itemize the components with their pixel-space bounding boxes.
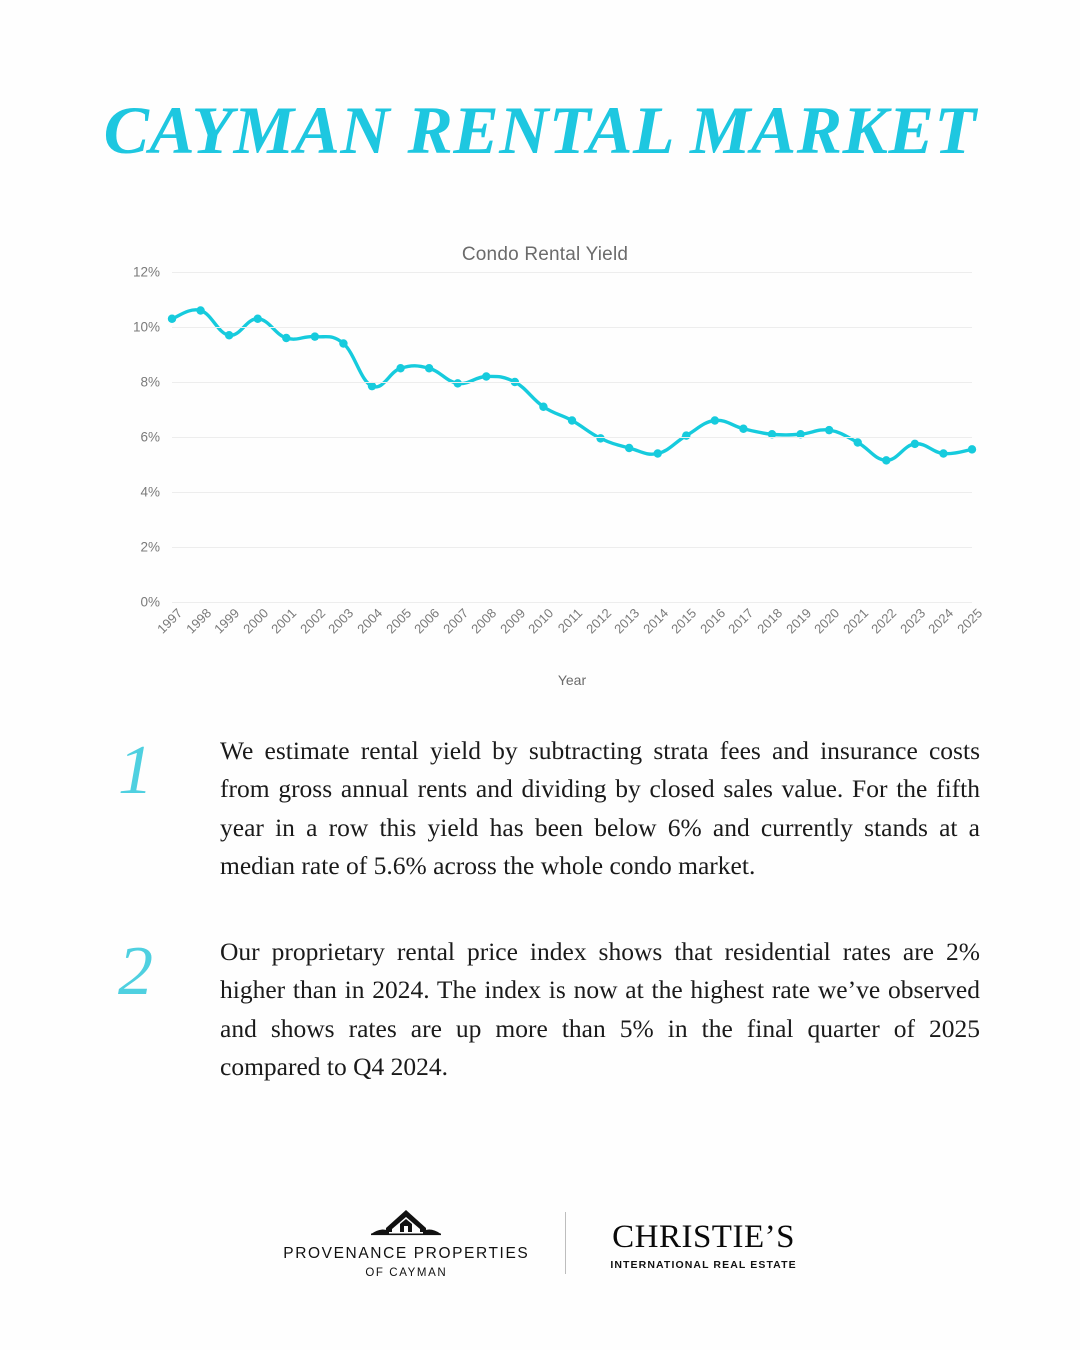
x-axis-tick: 2022	[868, 605, 900, 637]
x-axis-tick: 2021	[839, 605, 871, 637]
christies-subtitle: INTERNATIONAL REAL ESTATE	[610, 1259, 797, 1272]
x-axis-tick: 2002	[296, 605, 329, 637]
x-axis-tick: 2000	[239, 605, 271, 637]
data-point-marker	[339, 339, 347, 347]
y-axis-tick: 4%	[140, 484, 160, 500]
x-axis-tick: 2003	[325, 605, 357, 637]
gridline	[172, 272, 972, 273]
x-axis-tick-labels	[154, 604, 986, 664]
x-axis-tick: 2012	[582, 605, 614, 637]
data-point-marker	[854, 438, 862, 446]
chart-plot-wrapper	[110, 264, 986, 688]
x-axis-tick: 2025	[954, 605, 986, 637]
x-axis-label: Year	[557, 672, 587, 688]
christies-name: CHRISTIE’S	[612, 1219, 795, 1256]
x-axis-tick: 1998	[182, 605, 214, 637]
x-axis-tick: 2009	[496, 605, 529, 637]
data-point-marker	[368, 382, 376, 390]
point-number: 1	[118, 732, 153, 809]
condo-rental-yield-chart	[110, 240, 986, 688]
x-axis-tick: 2016	[696, 605, 729, 637]
data-point-marker	[168, 315, 176, 323]
x-axis-tick: 2010	[525, 605, 557, 637]
y-axis-tick: 6%	[140, 429, 160, 445]
gridline	[172, 437, 972, 438]
key-points-list	[112, 728, 980, 1130]
data-point-marker	[825, 426, 833, 434]
data-point-marker	[654, 449, 662, 457]
data-point-marker	[682, 431, 690, 439]
gridline	[172, 547, 972, 548]
x-axis-tick: 2011	[554, 605, 586, 636]
data-point-marker	[482, 372, 490, 380]
data-point-marker	[596, 434, 604, 442]
x-axis-tick: 1999	[211, 605, 243, 637]
y-axis-tick: 12%	[132, 264, 160, 280]
data-point-marker	[882, 456, 890, 464]
x-axis-tick: 1997	[154, 605, 186, 637]
data-point-marker	[225, 331, 233, 339]
x-axis-tick: 2008	[468, 605, 500, 637]
list-item	[112, 728, 980, 885]
y-axis-tick: 0%	[140, 594, 160, 610]
data-point-marker	[939, 449, 947, 457]
data-point-marker	[568, 416, 576, 424]
plot-area	[172, 272, 972, 602]
data-point-marker	[396, 364, 404, 372]
point-text: Our proprietary rental price index shows that residential rates are 2% higher than in 2024. The index is now at the highest rate we’ve observed and shows rates are up more than 5% in the final quarter of 2025 compared to Q4 2024.	[220, 937, 980, 1081]
data-point-marker	[739, 425, 747, 433]
x-axis-tick: 2024	[925, 605, 957, 637]
data-point-marker	[454, 379, 462, 387]
data-point-marker	[539, 403, 547, 411]
chart-title: Condo Rental Yield	[461, 244, 629, 265]
page-title: CAYMAN RENTAL MARKET	[103, 92, 977, 168]
gridline	[172, 382, 972, 383]
x-axis-tick: 2005	[382, 605, 414, 637]
x-axis-tick: 2023	[896, 605, 929, 637]
gridline	[172, 327, 972, 328]
data-point-marker	[711, 416, 719, 424]
x-axis-tick: 2006	[411, 605, 443, 637]
point-text: We estimate rental yield by subtracting strata fees and insurance costs from gross annual rents and dividing by closed sales value. For the fifth year in a row this yield has been below 6% and currently stands at a median rate of 5.6% across the whole condo market.	[220, 736, 980, 880]
y-axis-tick: 2%	[140, 539, 160, 555]
x-axis-tick: 2019	[782, 605, 814, 637]
x-axis-tick: 2015	[668, 605, 700, 637]
provenance-properties-logo	[283, 1208, 565, 1279]
y-axis-tick: 10%	[132, 319, 160, 335]
footer-branding	[0, 1208, 1080, 1279]
data-point-marker	[625, 444, 633, 452]
x-axis-tick: 2020	[811, 605, 843, 637]
y-axis	[110, 264, 168, 610]
gridline	[172, 492, 972, 493]
data-point-marker	[911, 440, 919, 448]
x-axis-tick: 2007	[439, 605, 471, 637]
gridline	[172, 602, 972, 603]
data-point-marker	[254, 315, 262, 323]
data-point-marker	[968, 445, 976, 453]
provenance-subtitle: OF CAYMAN	[365, 1266, 448, 1279]
x-axis-tick: 2018	[754, 605, 786, 637]
point-number: 2	[118, 933, 153, 1010]
house-icon	[369, 1208, 443, 1240]
data-point-marker	[282, 334, 290, 342]
x-axis-tick: 2004	[354, 605, 386, 637]
y-axis-tick: 8%	[140, 374, 160, 390]
list-item	[112, 929, 980, 1086]
provenance-name: PROVENANCE PROPERTIES	[283, 1245, 530, 1262]
data-point-marker	[196, 306, 204, 314]
data-point-marker	[425, 364, 433, 372]
x-axis-tick: 2014	[639, 605, 671, 637]
x-axis-tick: 2017	[725, 605, 757, 637]
data-point-marker	[311, 332, 319, 340]
christies-logo	[566, 1215, 796, 1271]
x-axis-tick: 2001	[268, 605, 300, 637]
x-axis-tick: 2013	[611, 605, 643, 637]
